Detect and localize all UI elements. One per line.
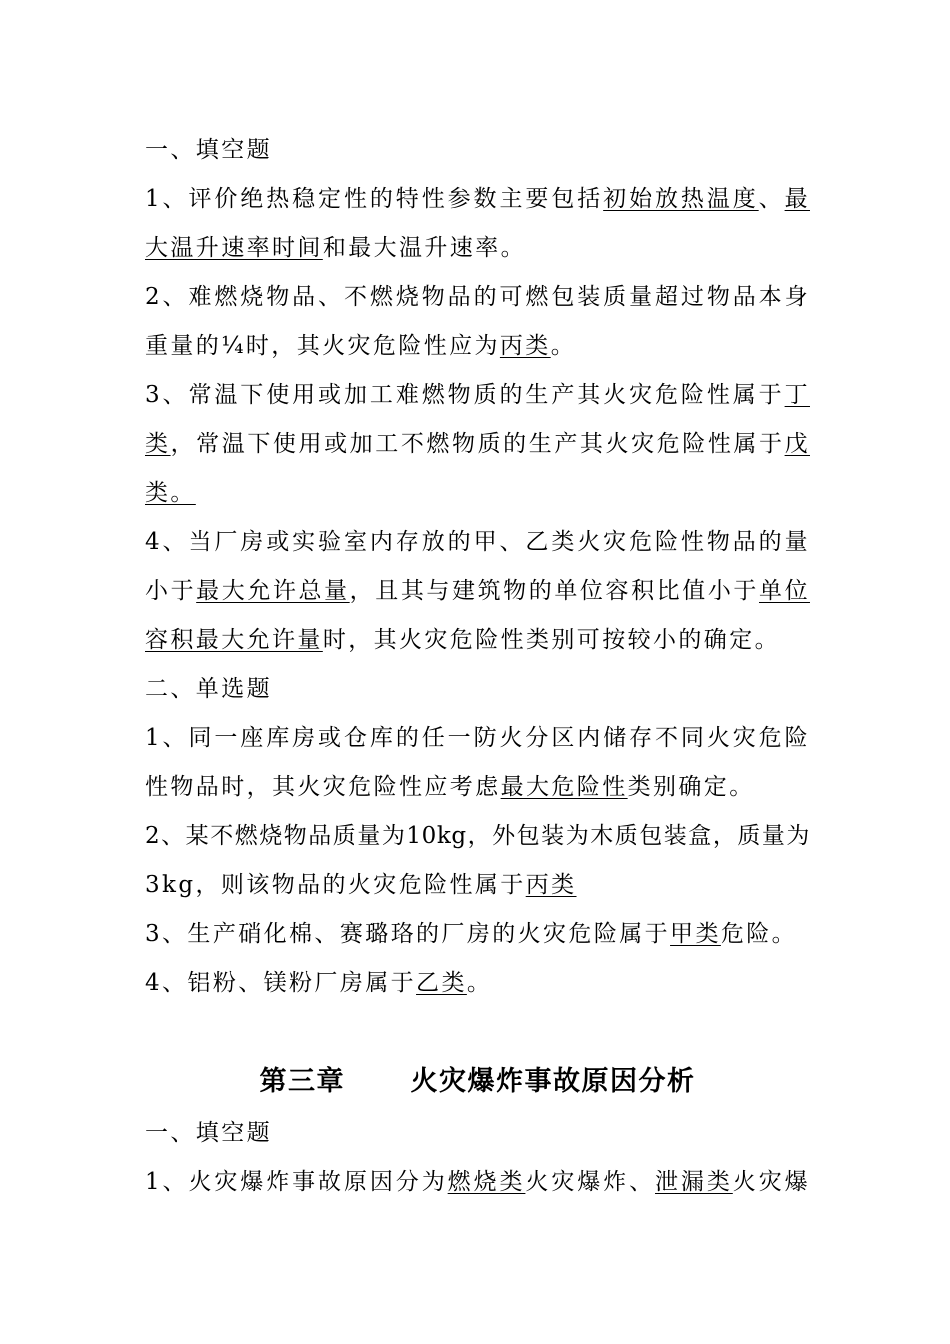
answer-text: 燃烧类	[447, 1169, 526, 1195]
question-2	[145, 273, 810, 371]
question-3	[145, 910, 810, 959]
answer-text: 泄漏类	[655, 1169, 733, 1195]
question-line	[145, 371, 810, 420]
section-heading: 一、填空题	[145, 1120, 272, 1146]
question-text: 1、火灾爆炸事故原因分为	[145, 1169, 448, 1195]
question-text: 类别确定。	[627, 774, 755, 800]
question-text: 。	[550, 333, 577, 359]
answer-text: 甲类	[670, 921, 721, 947]
question-line: 4、当厂房或实验室内存放的甲、乙类火灾危险性物品的量	[145, 529, 810, 555]
question-line	[145, 322, 810, 371]
answer-text: 最大允许总量	[196, 578, 350, 604]
question-text: 3kg，则该物品的火灾危险性属于	[145, 872, 526, 898]
answer-text: 乙类	[416, 970, 467, 996]
question-text: 危险。	[720, 921, 798, 947]
question-1	[145, 175, 810, 273]
question-line	[145, 910, 810, 959]
question-line	[145, 616, 810, 665]
question-text: 。	[466, 970, 493, 996]
question-text: 1、评价绝热稳定性的特性参数主要包括	[145, 186, 604, 212]
question-text: 火灾爆炸、	[525, 1169, 656, 1195]
answer-text: 丙类	[525, 872, 577, 898]
answer-text: 戊	[784, 431, 810, 457]
question-line	[145, 420, 810, 469]
question-line	[145, 224, 810, 273]
question-2	[145, 812, 810, 910]
question-line	[145, 469, 810, 518]
question-text: 小于	[145, 578, 197, 604]
answer-text: 大温升速率时间	[145, 235, 323, 261]
question-4	[145, 518, 810, 665]
question-text: 3、常温下使用或加工难燃物质的生产其火灾危险性属于	[145, 382, 785, 408]
question-text: 和最大温升速率。	[322, 235, 527, 261]
question-line	[145, 1158, 810, 1207]
document-page	[145, 126, 810, 1207]
question-text: ，常温下使用或加工不燃物质的生产其火灾危险性属于	[170, 431, 785, 457]
section-heading: 一、填空题	[145, 137, 272, 163]
question-line	[145, 959, 810, 1008]
question-text: ，且其与建筑物的单位容积比值小于	[349, 578, 759, 604]
answer-text: 丁	[784, 382, 810, 408]
question-line	[145, 763, 810, 812]
answer-text: 初始放热温度	[603, 186, 759, 212]
answer-text: 最	[784, 186, 810, 212]
question-1	[145, 714, 810, 812]
question-text: 性物品时，其火灾危险性应考虑	[145, 774, 501, 800]
question-1	[145, 1158, 810, 1207]
answer-text: 类	[145, 431, 171, 457]
question-text: 重量的¼时，其火灾危险性应为	[145, 333, 500, 359]
question-text: 时，其火灾危险性类别可按较小的确定。	[322, 627, 781, 653]
question-3	[145, 371, 810, 518]
section-heading: 二、单选题	[145, 676, 272, 702]
question-text: 4、铝粉、镁粉厂房属于	[145, 970, 417, 996]
chapter-title: 第三章 火灾爆炸事故原因分析	[259, 1066, 696, 1097]
question-line: 2、难燃烧物品、不燃烧物品的可燃包装质量超过物品本身	[145, 284, 810, 310]
answer-text: 容积最大允许量	[145, 627, 323, 653]
answer-text: 最大危险性	[500, 774, 628, 800]
question-line	[145, 175, 810, 224]
question-text: 、	[758, 186, 785, 212]
question-line: 2、某不燃烧物品质量为10kg，外包装为木质包装盒，质量为	[145, 823, 810, 849]
answer-text: 丙类	[499, 333, 551, 359]
question-4	[145, 959, 810, 1008]
answer-text: 类。	[145, 480, 196, 506]
question-line	[145, 861, 810, 910]
question-text: 3、生产硝化棉、赛璐珞的厂房的火灾危险属于	[145, 921, 671, 947]
question-line	[145, 567, 810, 616]
answer-text: 单位	[759, 578, 810, 604]
question-line: 1、同一座库房或仓库的任一防火分区内储存不同火灾危险	[145, 725, 810, 751]
question-text: 火灾爆	[732, 1169, 811, 1195]
